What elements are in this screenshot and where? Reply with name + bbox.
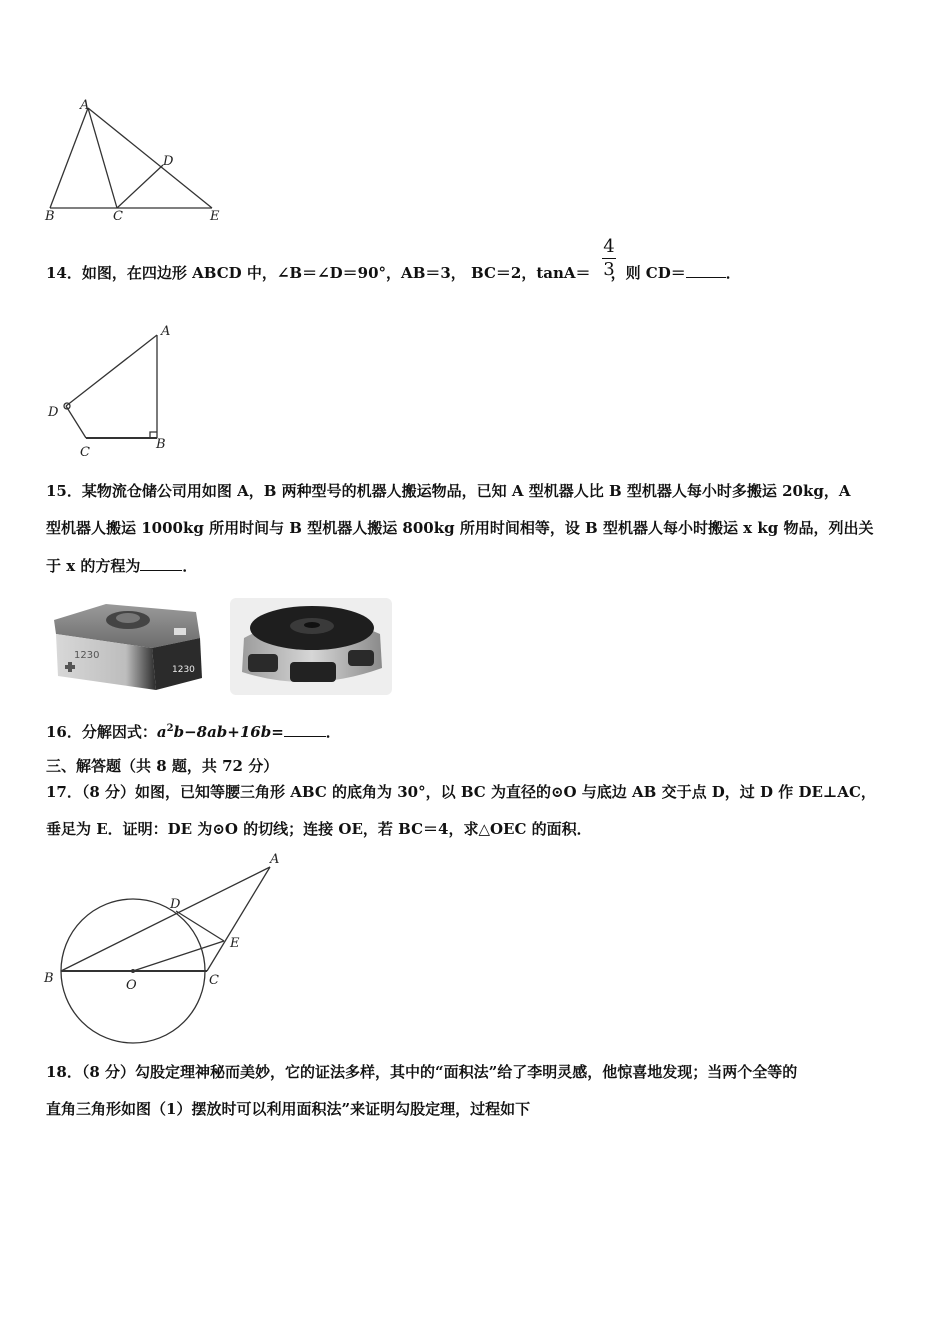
robot-b-image: [230, 598, 392, 695]
label-d: D: [170, 897, 181, 912]
q14-text-after: ，则 CD＝: [610, 264, 686, 282]
question-17-line1: 17．（8 分）如图，已知等腰三角形 ABC 的底角为 30°，以 BC 为直径的⊙O 与底边 AB 交于点 D，过 D 作 DE⊥AC，: [46, 783, 876, 801]
question-17-line2: 垂足为 E．证明：DE 为⊙O 的切线；连接 OE，若 BC＝4，求△OEC 的面积．: [46, 820, 592, 838]
label-a: A: [270, 852, 280, 867]
q14-answer-blank[interactable]: [686, 277, 726, 278]
label-b: B: [45, 209, 55, 224]
question-15-line1: 15．某物流仓储公司用如图 A，B 两种型号的机器人搬运物品，已知 A 型机器人比 B 型机器人每小时多搬运 20kg，A: [46, 482, 851, 500]
label-e: E: [210, 209, 220, 224]
label-a: A: [80, 98, 90, 113]
fraction-numerator: 4: [603, 236, 615, 257]
tan-fraction: [602, 236, 616, 281]
label-d: D: [163, 154, 174, 169]
circle-figure-q17: [40, 848, 300, 1048]
question-18-line1: 18．（8 分）勾股定理神秘而美妙，它的证法多样，其中的“面积法”给了李明灵感，他惊喜地发现；当两个全等的: [46, 1063, 798, 1081]
q16-expr-rest: b−8ab+16b=: [173, 723, 284, 741]
label-d: D: [48, 405, 59, 420]
label-a: A: [161, 324, 171, 339]
q16-answer-blank[interactable]: [284, 736, 326, 737]
label-o: O: [126, 978, 137, 993]
robot-a-label-2: 1230: [172, 665, 195, 675]
q15-line3-text: 于 x 的方程为: [46, 557, 141, 575]
question-14: [46, 262, 741, 283]
question-16: [46, 721, 341, 742]
q16-expr-a: a: [156, 723, 167, 741]
label-c: C: [113, 209, 123, 224]
q16-prefix: 16．分解因式：: [46, 723, 157, 741]
question-15-line3: [46, 555, 197, 576]
q16-end: ．: [325, 723, 341, 741]
q14-end: ．: [725, 264, 741, 282]
question-15-line2: 型机器人搬运 1000kg 所用时间与 B 型机器人搬运 800kg 所用时间相等，设 B 型机器人每小时搬运 x kg 物品，列出关: [46, 519, 874, 537]
quadrilateral-figure-q14: [40, 320, 190, 465]
fraction-denominator: 3: [603, 259, 615, 280]
question-18-line2: 直角三角形如图（1）摆放时可以利用面积法”来证明勾股定理，过程如下: [46, 1100, 531, 1118]
q15-answer-blank[interactable]: [140, 570, 182, 571]
label-c: C: [80, 445, 90, 460]
label-c: C: [209, 973, 219, 988]
triangle-figure-q13: [40, 95, 240, 225]
q14-text-before: 14．如图，在四边形 ABCD 中，∠B＝∠D＝90°，AB＝3， BC＝2，tanA＝: [46, 264, 591, 282]
label-b: B: [156, 437, 166, 452]
label-b: B: [44, 971, 54, 986]
robot-a-image: [46, 598, 204, 694]
section-3-heading: 三、解答题（共 8 题，共 72 分）: [46, 757, 279, 775]
q15-end: ．: [182, 557, 198, 575]
robot-a-label-1: 1230: [74, 650, 100, 661]
label-e: E: [230, 936, 240, 951]
q16-expr-sup: 2: [166, 723, 174, 734]
